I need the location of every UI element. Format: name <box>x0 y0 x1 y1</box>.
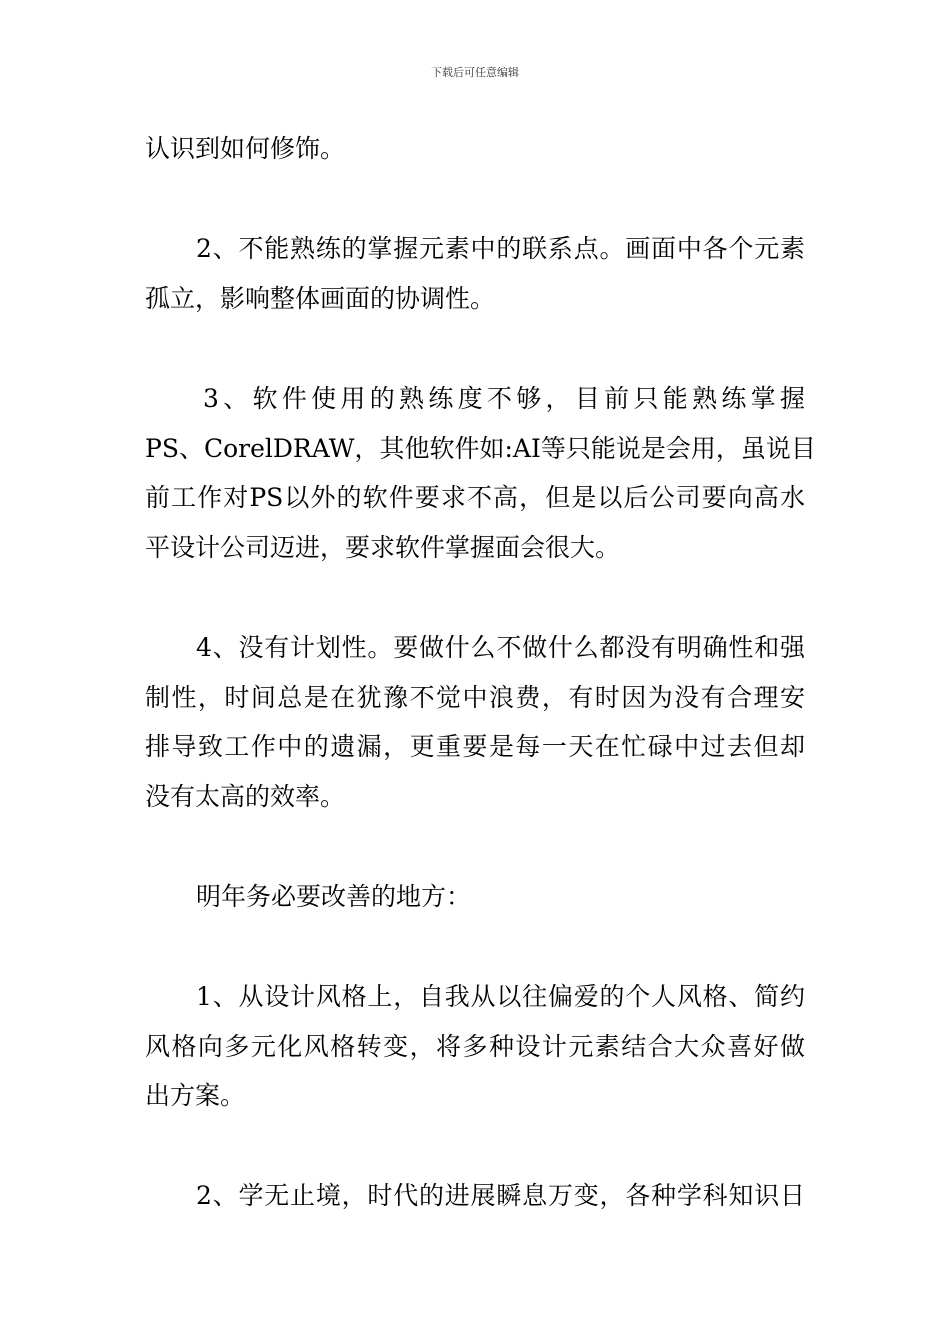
text-line-11: 没有太高的效率。 <box>145 782 346 811</box>
text-line-10: 排导致工作中的遗漏，更重要是每一天在忙碌中过去但却 <box>145 732 805 761</box>
text-line-16: 2、学无止境，时代的进展瞬息万变，各种学科知识日 <box>196 1181 805 1210</box>
text-line-2: 2、不能熟练的掌握元素中的联系点。画面中各个元素 <box>196 234 805 263</box>
text-line-6: 前工作对PS以外的软件要求不高，但是以后公司要向高水 <box>145 483 805 512</box>
text-line-13: 1、从设计风格上，自我从以往偏爱的个人风格、简约 <box>196 982 805 1011</box>
text-line-1: 认识到如何修饰。 <box>145 134 346 163</box>
section-heading: 明年务必要改善的地方： <box>196 882 472 911</box>
page-header: 下载后可任意编辑 <box>431 66 519 79</box>
text-line-5: PS、CorelDRAW，其他软件如:AI等只能说是会用，虽说目 <box>145 434 816 463</box>
text-line-14: 风格向多元化风格转变，将多种设计元素结合大众喜好做 <box>145 1032 805 1061</box>
text-line-4: 3、软件使用的熟练度不够，目前只能熟练掌握 <box>203 384 805 413</box>
text-line-8: 4、没有计划性。要做什么不做什么都没有明确性和强 <box>196 633 805 662</box>
text-line-3: 孤立，影响整体画面的协调性。 <box>145 284 496 313</box>
text-line-9: 制性，时间总是在犹豫不觉中浪费，有时因为没有合理安 <box>145 683 805 712</box>
text-line-7: 平设计公司迈进，要求软件掌握面会很大。 <box>145 533 621 562</box>
text-line-15: 出方案。 <box>145 1081 246 1110</box>
